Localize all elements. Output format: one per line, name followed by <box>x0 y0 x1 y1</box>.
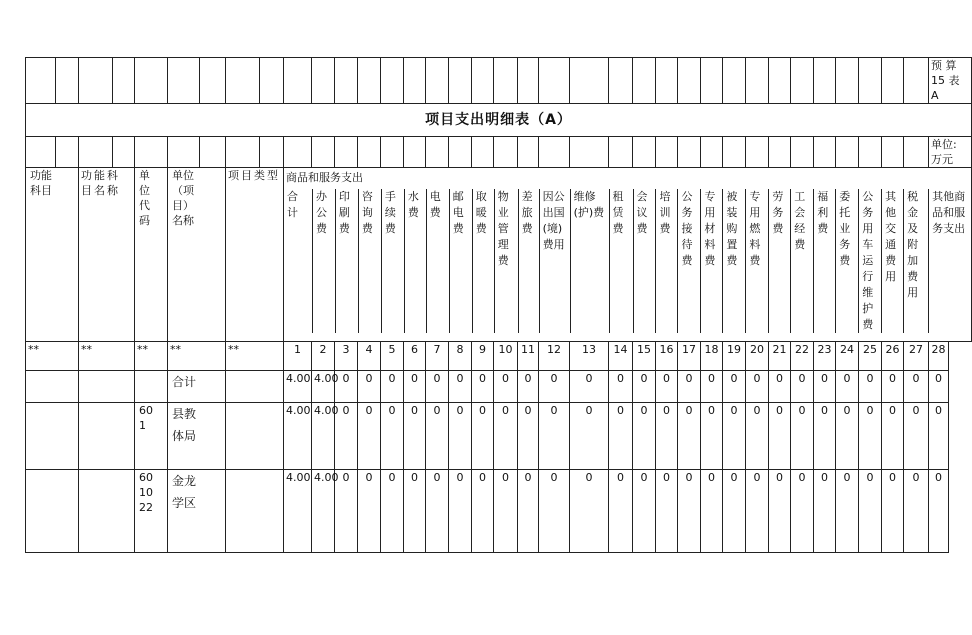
empty-cell <box>769 137 791 168</box>
empty-cell <box>539 137 570 168</box>
column-number: 13 <box>570 342 609 371</box>
empty-cell <box>284 58 312 104</box>
header-item: 差旅费 <box>518 189 539 333</box>
empty-cell <box>56 137 79 168</box>
column-number: 21 <box>769 342 791 371</box>
empty-cell <box>882 137 904 168</box>
func-name-cell <box>79 371 135 403</box>
empty-cell <box>449 137 472 168</box>
header-item: 工会经费 <box>790 189 813 333</box>
empty-cell <box>79 58 113 104</box>
value-cell: 0 <box>814 470 836 553</box>
header-item: 公务接待费 <box>677 189 700 333</box>
column-number: 4 <box>358 342 381 371</box>
header-item: 专用材料费 <box>700 189 722 333</box>
empty-cell <box>312 58 335 104</box>
header-func-subject-name: 功能科目名称 <box>79 168 135 342</box>
value-cell: 0 <box>836 470 859 553</box>
value-cell: 0 <box>570 371 609 403</box>
empty-cell <box>633 137 656 168</box>
value-cell: 0 <box>678 470 701 553</box>
header-item: 租赁费 <box>609 189 633 333</box>
header-unit-name: 单位（项目）名称 <box>168 168 226 342</box>
project-type-cell <box>226 371 284 403</box>
expense-detail-table <box>25 57 972 553</box>
table-title: 项目支出明细表（A） <box>26 104 972 137</box>
empty-cell <box>836 137 859 168</box>
empty-cell <box>859 58 882 104</box>
value-cell: 0 <box>570 470 609 553</box>
empty-cell <box>168 137 200 168</box>
unit-name-cell: 县教体局 <box>168 403 226 470</box>
empty-cell <box>814 137 836 168</box>
value-cell: 0 <box>539 371 570 403</box>
header-unit-code: 单位代码 <box>135 168 168 342</box>
value-cell: 0 <box>426 403 449 470</box>
group-label: 商品和服务支出 <box>286 171 363 184</box>
value-cell: 0 <box>449 403 472 470</box>
unit-code-cell <box>135 371 168 403</box>
value-cell: 0 <box>904 470 929 553</box>
empty-cell <box>609 58 633 104</box>
unit-code-cell: 601022 <box>135 470 168 553</box>
header-item: 税金及附加费用 <box>903 189 928 333</box>
header-item: 福利费 <box>813 189 835 333</box>
value-cell: 0 <box>539 470 570 553</box>
func-subject-cell <box>26 403 79 470</box>
empty-cell <box>226 137 260 168</box>
form-id-label: 预 算 15 表 A <box>929 58 972 104</box>
column-number: 22 <box>791 342 814 371</box>
value-cell: 0 <box>518 403 539 470</box>
column-number: 11 <box>518 342 539 371</box>
value-cell: 0 <box>791 371 814 403</box>
value-cell: 0 <box>335 470 358 553</box>
empty-cell <box>26 58 56 104</box>
value-cell: 4.00 <box>284 470 312 553</box>
empty-cell <box>791 58 814 104</box>
empty-cell <box>200 58 226 104</box>
header-item: 印刷费 <box>335 189 358 333</box>
func-name-cell <box>79 470 135 553</box>
header-item: 委托业务费 <box>835 189 858 333</box>
star-marker: ** <box>135 342 168 371</box>
header-item: 维修(护)费 <box>570 189 609 333</box>
column-number: 12 <box>539 342 570 371</box>
header-item: 电费 <box>426 189 449 333</box>
value-cell: 4.00 <box>312 470 335 553</box>
header-item: 其他交通费用 <box>881 189 903 333</box>
header-item: 劳务费 <box>768 189 790 333</box>
empty-cell <box>656 137 678 168</box>
star-marker: ** <box>168 342 226 371</box>
value-cell: 0 <box>859 403 882 470</box>
project-type-cell <box>226 403 284 470</box>
value-cell: 0 <box>472 403 494 470</box>
value-cell: 0 <box>769 371 791 403</box>
value-cell: 0 <box>656 470 678 553</box>
empty-cell <box>836 58 859 104</box>
empty-cell <box>113 137 135 168</box>
empty-cell <box>404 137 426 168</box>
unit-name-cell: 合计 <box>168 371 226 403</box>
value-cell: 0 <box>882 470 904 553</box>
value-cell: 0 <box>656 403 678 470</box>
value-cell: 0 <box>701 371 723 403</box>
column-number: 15 <box>633 342 656 371</box>
empty-cell <box>335 137 358 168</box>
empty-cell <box>904 58 929 104</box>
value-cell: 0 <box>678 371 701 403</box>
empty-cell <box>746 137 769 168</box>
value-cell: 0 <box>609 371 633 403</box>
header-item: 公务用车运行维护费 <box>858 189 881 333</box>
header-item: 培训费 <box>655 189 677 333</box>
star-marker: ** <box>79 342 135 371</box>
value-cell: 0 <box>723 403 746 470</box>
value-cell: 0 <box>723 470 746 553</box>
value-cell: 0 <box>814 371 836 403</box>
column-number: 28 <box>929 342 949 371</box>
empty-cell <box>609 137 633 168</box>
empty-cell <box>135 137 168 168</box>
empty-cell <box>312 137 335 168</box>
value-cell: 0 <box>472 371 494 403</box>
value-cell: 0 <box>404 403 426 470</box>
value-cell: 0 <box>859 470 882 553</box>
header-item: 其他商品和服务支出 <box>928 189 971 333</box>
empty-cell <box>518 58 539 104</box>
empty-cell <box>723 58 746 104</box>
value-cell: 0 <box>335 403 358 470</box>
value-cell: 0 <box>404 470 426 553</box>
value-cell: 0 <box>609 403 633 470</box>
empty-cell <box>381 137 404 168</box>
header-item: 咨询费 <box>358 189 381 333</box>
unit-code-cell: 601 <box>135 403 168 470</box>
column-number: 5 <box>381 342 404 371</box>
func-subject-cell <box>26 470 79 553</box>
value-cell: 0 <box>701 403 723 470</box>
empty-cell <box>678 58 701 104</box>
value-cell: 0 <box>769 470 791 553</box>
empty-cell <box>494 137 518 168</box>
header-project-type: 项目类型 <box>226 168 284 342</box>
value-cell: 0 <box>859 371 882 403</box>
header-item: 水费 <box>404 189 426 333</box>
empty-cell <box>769 58 791 104</box>
column-number: 7 <box>426 342 449 371</box>
value-cell: 0 <box>836 403 859 470</box>
empty-cell <box>426 58 449 104</box>
column-number: 16 <box>656 342 678 371</box>
value-cell: 0 <box>494 403 518 470</box>
column-number: 19 <box>723 342 746 371</box>
empty-cell <box>200 137 226 168</box>
unit-label: 单位: 万元 <box>929 137 972 168</box>
value-cell: 0 <box>723 371 746 403</box>
value-cell: 0 <box>656 371 678 403</box>
header-item: 因公出国(境)费用 <box>539 189 570 333</box>
value-cell: 0 <box>746 371 769 403</box>
value-cell: 0 <box>882 371 904 403</box>
empty-cell <box>358 137 381 168</box>
empty-cell <box>79 137 113 168</box>
column-number: 14 <box>609 342 633 371</box>
empty-cell <box>426 137 449 168</box>
header-item: 办公费 <box>312 189 335 333</box>
empty-cell <box>472 58 494 104</box>
column-number: 9 <box>472 342 494 371</box>
empty-cell <box>570 58 609 104</box>
header-item: 专用燃料费 <box>745 189 768 333</box>
value-cell: 0 <box>570 403 609 470</box>
empty-cell <box>570 137 609 168</box>
value-cell: 0 <box>791 403 814 470</box>
value-cell: 0 <box>381 470 404 553</box>
empty-cell <box>260 137 284 168</box>
header-item: 合计 <box>287 190 298 219</box>
column-number: 2 <box>312 342 335 371</box>
value-cell: 0 <box>633 371 656 403</box>
empty-cell <box>746 58 769 104</box>
value-cell: 0 <box>836 371 859 403</box>
value-cell: 0 <box>358 403 381 470</box>
value-cell: 4.00 <box>284 403 312 470</box>
value-cell: 4.00 <box>284 371 312 403</box>
value-cell: 0 <box>746 403 769 470</box>
empty-cell <box>335 58 358 104</box>
empty-cell <box>859 137 882 168</box>
empty-cell <box>226 58 260 104</box>
header-item: 邮电费 <box>449 189 472 333</box>
value-cell: 0 <box>494 470 518 553</box>
value-cell: 0 <box>449 470 472 553</box>
value-cell: 0 <box>404 371 426 403</box>
empty-cell <box>284 137 312 168</box>
column-number: 17 <box>678 342 701 371</box>
value-cell: 0 <box>609 470 633 553</box>
value-cell: 0 <box>746 470 769 553</box>
value-cell: 0 <box>904 403 929 470</box>
empty-cell <box>494 58 518 104</box>
value-cell: 0 <box>449 371 472 403</box>
header-item: 会议费 <box>633 189 656 333</box>
value-cell: 0 <box>633 403 656 470</box>
header-item: 被装购置费 <box>722 189 745 333</box>
value-cell: 0 <box>678 403 701 470</box>
value-cell: 0 <box>494 371 518 403</box>
empty-cell <box>113 58 135 104</box>
value-cell: 0 <box>381 403 404 470</box>
empty-cell <box>701 58 723 104</box>
value-cell: 0 <box>904 371 929 403</box>
column-number: 18 <box>701 342 723 371</box>
header-item: 手续费 <box>381 189 404 333</box>
value-cell: 0 <box>701 470 723 553</box>
column-number: 8 <box>449 342 472 371</box>
value-cell: 0 <box>769 403 791 470</box>
empty-cell <box>882 58 904 104</box>
empty-cell <box>678 137 701 168</box>
empty-cell <box>404 58 426 104</box>
unit-name-cell: 金龙学区 <box>168 470 226 553</box>
value-cell: 0 <box>633 470 656 553</box>
func-subject-cell <box>26 371 79 403</box>
empty-cell <box>814 58 836 104</box>
empty-cell <box>539 58 570 104</box>
column-number: 10 <box>494 342 518 371</box>
empty-cell <box>358 58 381 104</box>
value-cell: 0 <box>381 371 404 403</box>
empty-cell <box>723 137 746 168</box>
value-cell: 0 <box>882 403 904 470</box>
value-cell: 0 <box>426 470 449 553</box>
empty-cell <box>791 137 814 168</box>
star-marker: ** <box>226 342 284 371</box>
column-number: 3 <box>335 342 358 371</box>
empty-cell <box>656 58 678 104</box>
empty-cell <box>135 58 168 104</box>
header-item: 物业管理费 <box>494 189 518 333</box>
value-cell: 0 <box>518 371 539 403</box>
column-number: 23 <box>814 342 836 371</box>
empty-cell <box>449 58 472 104</box>
value-cell: 4.00 <box>312 371 335 403</box>
empty-cell <box>904 137 929 168</box>
value-cell: 0 <box>814 403 836 470</box>
empty-cell <box>260 58 284 104</box>
value-cell: 4.00 <box>312 403 335 470</box>
value-cell: 0 <box>929 403 949 470</box>
star-marker: ** <box>26 342 79 371</box>
empty-cell <box>633 58 656 104</box>
column-number: 25 <box>859 342 882 371</box>
value-cell: 0 <box>426 371 449 403</box>
header-func-subject: 功能科目 <box>26 168 79 342</box>
func-name-cell <box>79 403 135 470</box>
empty-cell <box>518 137 539 168</box>
column-number: 20 <box>746 342 769 371</box>
value-cell: 0 <box>929 470 949 553</box>
column-number: 26 <box>882 342 904 371</box>
column-number: 6 <box>404 342 426 371</box>
header-item: 取暖费 <box>472 189 494 333</box>
empty-cell <box>168 58 200 104</box>
column-number: 24 <box>836 342 859 371</box>
empty-cell <box>381 58 404 104</box>
value-cell: 0 <box>472 470 494 553</box>
empty-cell <box>701 137 723 168</box>
empty-cell <box>472 137 494 168</box>
value-cell: 0 <box>358 371 381 403</box>
empty-cell <box>56 58 79 104</box>
empty-cell <box>26 137 56 168</box>
value-cell: 0 <box>791 470 814 553</box>
header-goods-services <box>284 168 972 342</box>
value-cell: 0 <box>929 371 949 403</box>
column-number: 27 <box>904 342 929 371</box>
project-type-cell <box>226 470 284 553</box>
value-cell: 0 <box>335 371 358 403</box>
value-cell: 0 <box>518 470 539 553</box>
column-number: 1 <box>284 342 312 371</box>
value-cell: 0 <box>358 470 381 553</box>
value-cell: 0 <box>539 403 570 470</box>
